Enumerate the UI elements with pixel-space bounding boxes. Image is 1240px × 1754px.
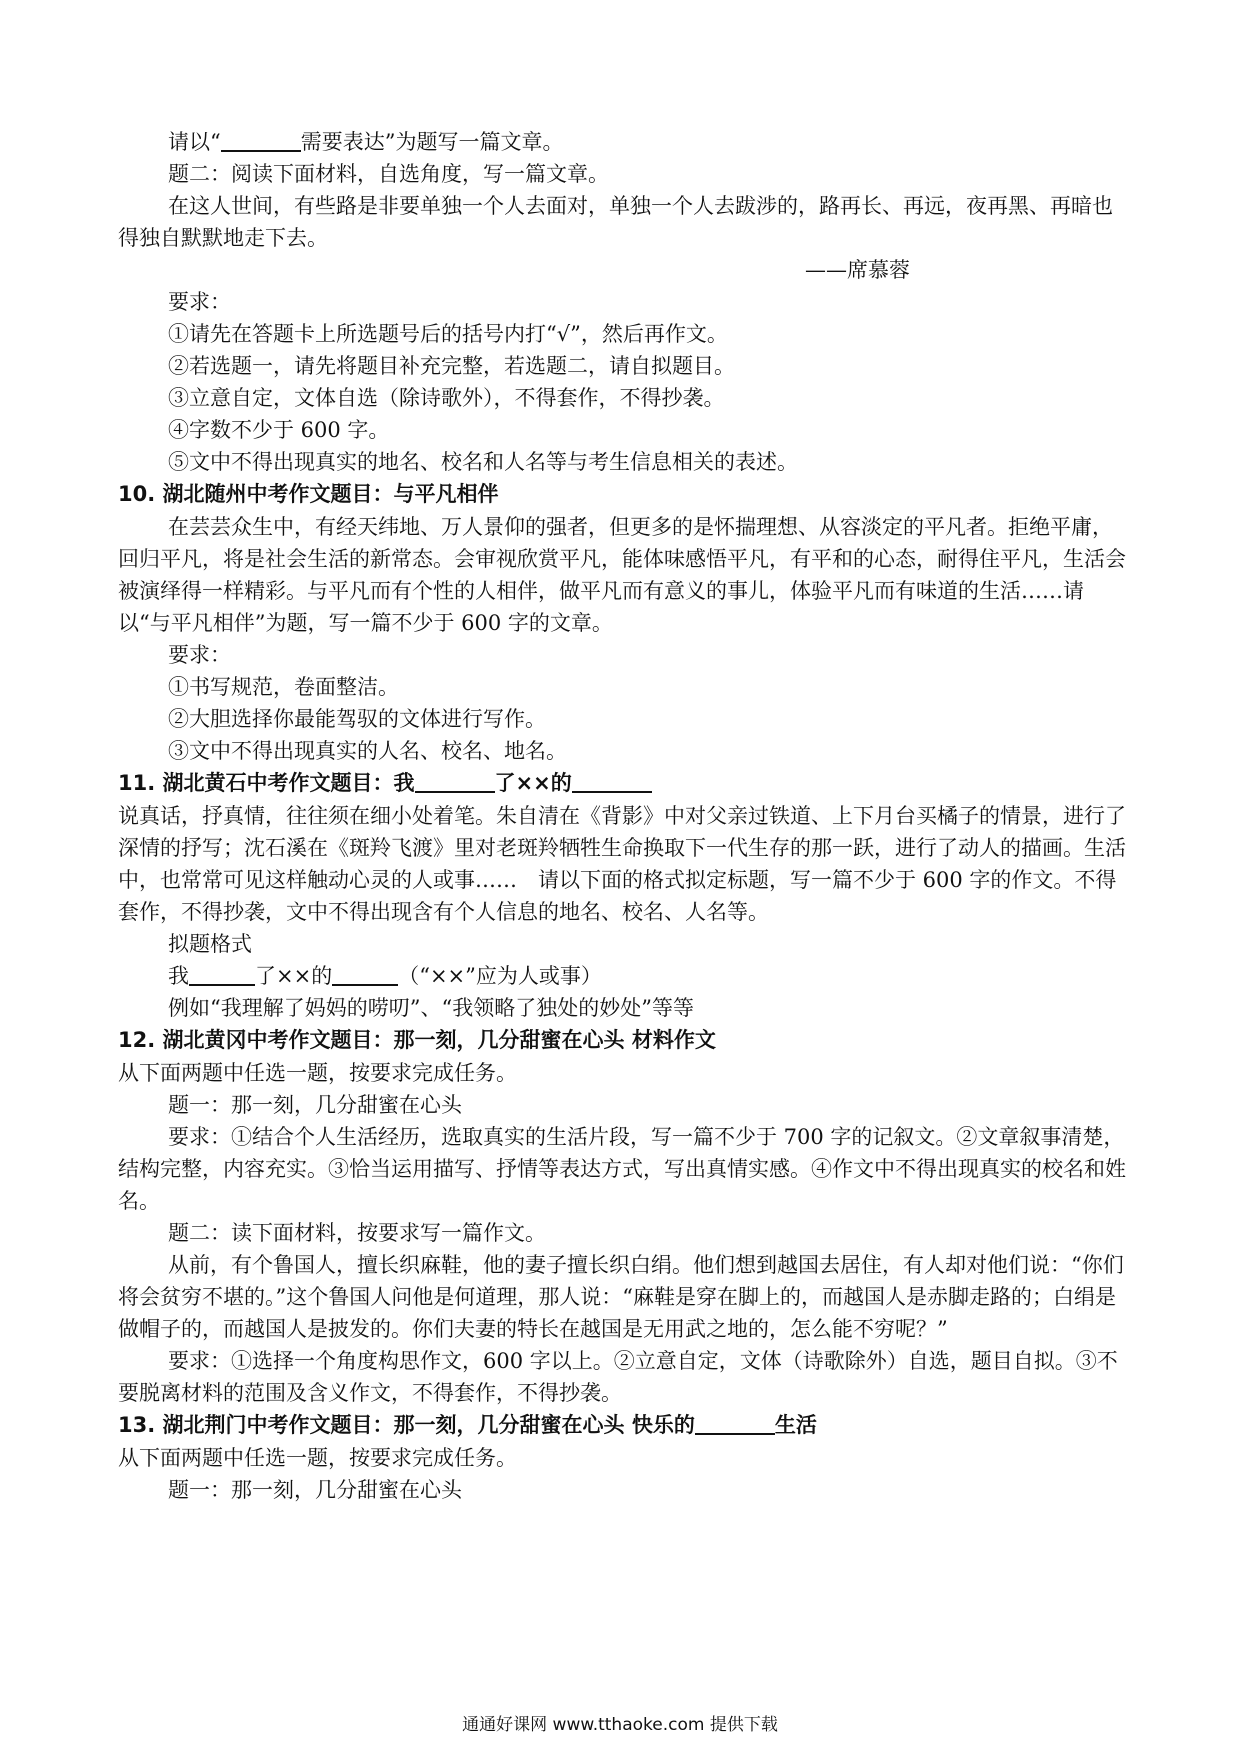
section-heading-11: 11. 湖北黄石中考作文题目：我 了××的 <box>118 767 1130 800</box>
prompt-line: 请以“ 需要表达”为题写一篇文章。 <box>168 130 564 154</box>
requirement-item: ③立意自定，文体自选（除诗歌外），不得套作，不得抄袭。 <box>168 386 725 410</box>
fill-blank <box>572 771 652 793</box>
section-10-paragraph: 在芸芸众生中，有经天纬地、万人景仰的强者，但更多的是怀揣理想、从容淡定的平凡者。拒绝平庸，回归平凡，将是社会生活的新常态。会审视欣赏平凡，能体味感悟平凡，有平和的心态，耐得住平凡，生活会被演绎得一样精彩。与平凡而有个性的人相伴，做平凡而有意义的事儿，体验平凡而有味道的生活……请以“与平凡相伴”为题，写一篇不少于 600 字的文章。 <box>118 515 1126 635</box>
section-13-intro: 从下面两题中任选一题，按要求完成任务。 <box>118 1446 517 1470</box>
section-heading-13: 13. 湖北荆门中考作文题目：那一刻，几分甜蜜在心头 快乐的 生活 <box>118 1413 817 1437</box>
requirement-item: ②大胆选择你最能驾驭的文体进行写作。 <box>168 707 546 731</box>
topic-one: 题一：那一刻，几分甜蜜在心头 <box>168 1093 462 1117</box>
format-label: 拟题格式 <box>168 932 252 956</box>
requirement-item: ④字数不少于 600 字。 <box>168 418 390 442</box>
quote-author: ——席慕蓉 <box>805 258 910 282</box>
document-page <box>118 126 1130 1506</box>
format-template: 我 了××的 （“××”应为人或事） <box>168 964 602 988</box>
requirement-item: ②若选题一，请先将题目补充完整，若选题二，请自拟题目。 <box>168 354 735 378</box>
example-line: 例如“我理解了妈妈的唠叨”、“我领略了独处的妙处”等等 <box>168 996 694 1020</box>
topic-one: 题一：那一刻，几分甜蜜在心头 <box>168 1478 462 1502</box>
requirement-item: ⑤文中不得出现真实的地名、校名和人名等与考生信息相关的表述。 <box>168 450 798 474</box>
topic-two-requirements: 要求：①选择一个角度构思作文，600 字以上。②立意自定，文体（诗歌除外）自选，题目自拟。③不要脱离材料的范围及含义作文，不得套作，不得抄袭。 <box>118 1349 1118 1405</box>
fill-blank <box>695 1413 775 1435</box>
section-11-paragraph: 说真话，抒真情，往往须在细小处着笔。朱自清在《背影》中对父亲过铁道、上下月台买橘子的情景，进行了深情的抒写；沈石溪在《斑羚飞渡》里对老斑羚牺牲生命换取下一代生存的那一跃，进行了动人的描画。生活中，也常常可见这样触动心灵的人或事…… 请以下面的格式拟定标题，写一篇不少于 600 字的作文。不得套作，不得抄袭，文中不得出现含有个人信息的地名、校名、人名等。 <box>118 804 1126 924</box>
topic-one-requirements: 要求：①结合个人生活经历，选取真实的生活片段，写一篇不少于 700 字的记叙文。②文章叙事清楚，结构完整，内容充实。③恰当运用描写、抒情等表达方式，写出真情实感。④作文中不得出现真实的校名和姓名。 <box>118 1125 1126 1213</box>
requirements-label: 要求： <box>168 290 231 314</box>
quote-text: 在这人世间，有些路是非要单独一个人去面对，单独一个人去跋涉的，路再长、再远，夜再黑、再暗也得独自默默地走下去。 <box>118 194 1113 250</box>
section-heading-12: 12. 湖北黄冈中考作文题目：那一刻，几分甜蜜在心头 材料作文 <box>118 1028 716 1052</box>
fill-blank <box>332 964 398 986</box>
requirement-item: ③文中不得出现真实的人名、校名、地名。 <box>168 739 567 763</box>
fill-blank <box>189 964 255 986</box>
story-paragraph: 从前，有个鲁国人，擅长织麻鞋，他的妻子擅长织白绢。他们想到越国去居住，有人却对他们说：“你们将会贫穷不堪的。”这个鲁国人问他是何道理，那人说：“麻鞋是穿在脚上的，而越国人是赤脚走路的；白绢是做帽子的，而越国人是披发的。你们夫妻的特长在越国是无用武之地的，怎么能不穷呢？” <box>118 1253 1124 1341</box>
topic-two: 题二：阅读下面材料，自选角度，写一篇文章。 <box>168 162 609 186</box>
requirement-item: ①书写规范，卷面整洁。 <box>168 675 399 699</box>
section-heading-10: 10. 湖北随州中考作文题目：与平凡相伴 <box>118 482 499 506</box>
requirements-label: 要求： <box>168 643 231 667</box>
topic-two: 题二：读下面材料，按要求写一篇作文。 <box>168 1221 546 1245</box>
page-footer: 通通好课网 www.tthaoke.com 提供下载 <box>462 1715 778 1735</box>
fill-blank <box>221 130 301 152</box>
fill-blank <box>415 771 495 793</box>
requirement-item: ①请先在答题卡上所选题号后的括号内打“√”，然后再作文。 <box>168 322 728 346</box>
section-12-intro: 从下面两题中任选一题，按要求完成任务。 <box>118 1061 517 1085</box>
